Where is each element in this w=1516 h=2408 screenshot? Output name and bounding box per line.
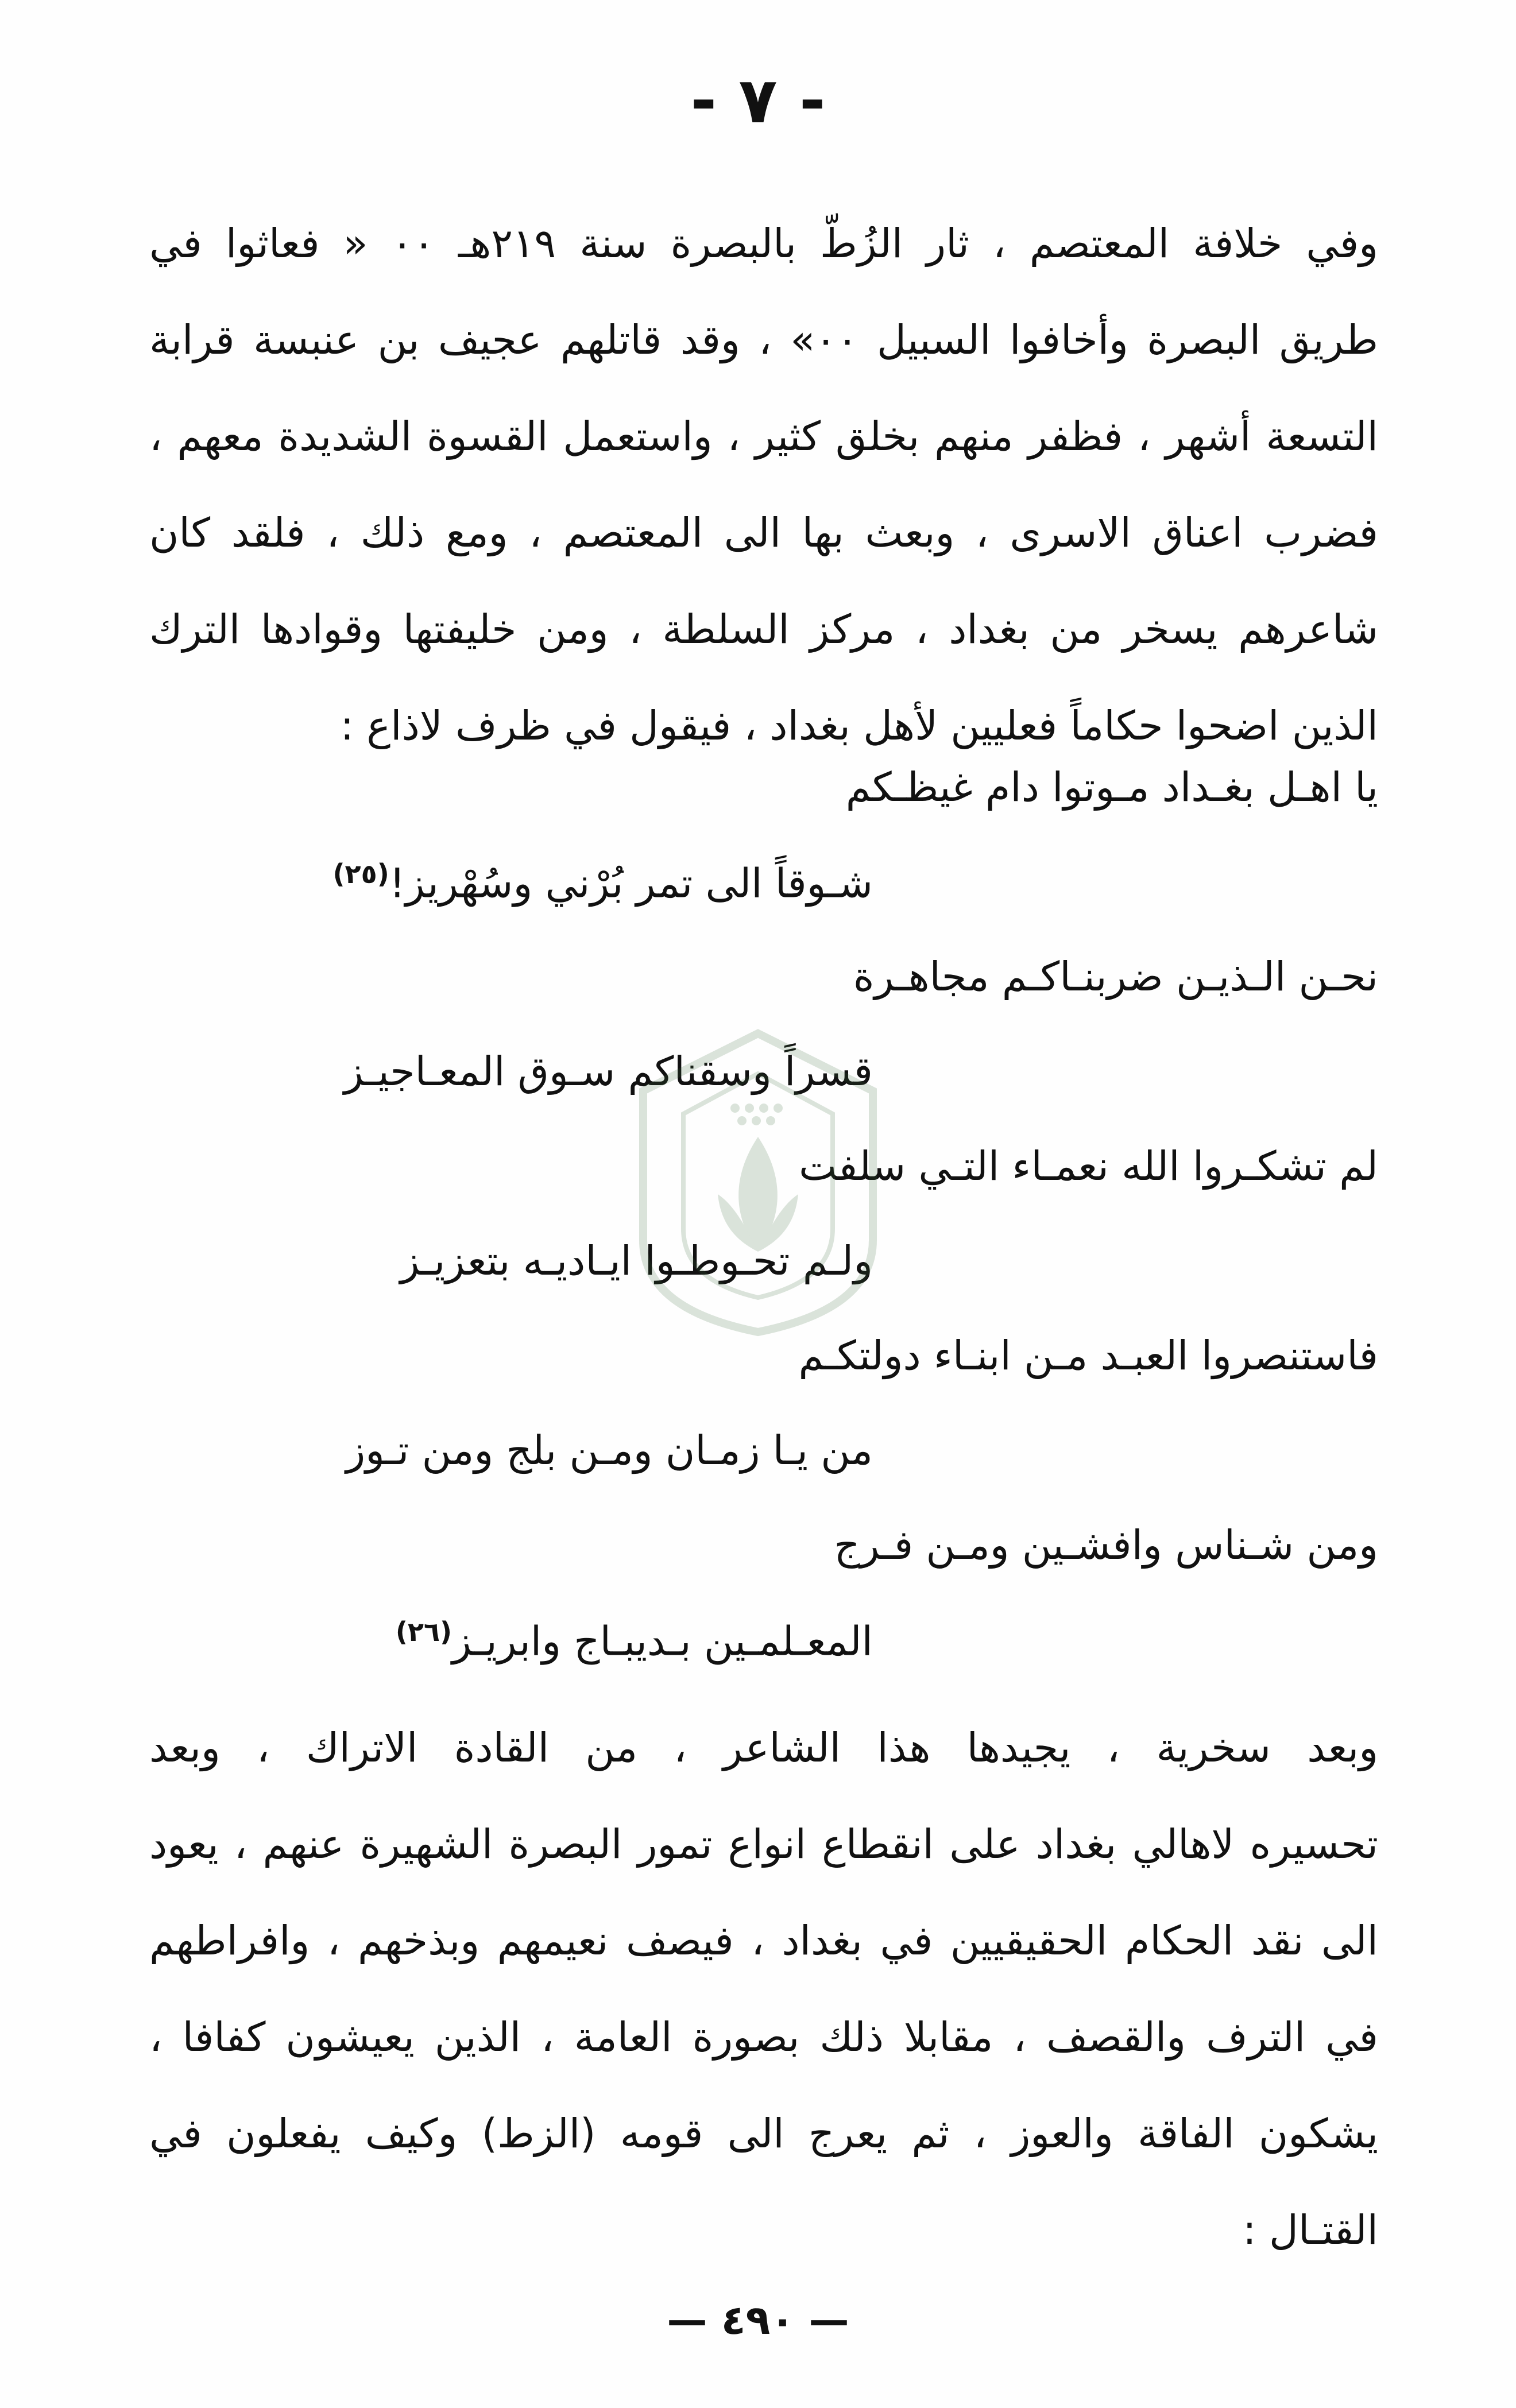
text-line: القتـال : <box>1243 2206 1378 2254</box>
hemistich-text: شـوقاً الى تمر بُرْني وسُهْريز! <box>389 860 873 907</box>
verse-first-hemistich: يا اهـل بغـداد مـوتوا دام غيظـكم <box>845 764 1378 811</box>
verse-second-hemistich: ولـم تحـوطـوا ايـاديـه بتعزيـز <box>400 1237 873 1284</box>
text-line: التسعة أشهر ، فظفر منهم بخلق كثير ، واستعمل القسوة الشديدة معهم ، <box>149 413 1378 460</box>
verse-second-hemistich: من يـا زمـان ومـن بلج ومن تـوز <box>346 1427 873 1474</box>
verse-first-hemistich: نحـن الـذيـن ضربنـاكـم مجاهـرة <box>853 953 1378 1000</box>
poem-verse <box>149 1616 1378 1711</box>
page-number-bottom: — ٤٩٠ — <box>667 2297 849 2344</box>
paragraph-intro <box>149 195 1378 774</box>
text-line: طريق البصرة وأخافوا السبيل ٠٠» ، وقد قاتلهم عجيف بن عنبسة قرابة <box>149 316 1379 363</box>
paragraph-commentary <box>149 1699 1378 2278</box>
hemistich-text: المعـلمـين بـديبـاج وابريـز <box>452 1617 873 1665</box>
verse-second-hemistich <box>373 1616 873 1664</box>
text-line: الى نقد الحكام الحقيقيين في بغداد ، فيصف نعيمهم وبذخهم ، وافراطهم <box>149 1917 1378 1964</box>
page-number-top: - ٧ - <box>690 64 826 137</box>
watermark-emblem-icon <box>620 1022 896 1344</box>
verse-second-hemistich <box>310 858 873 907</box>
verse-first-hemistich: لم تشكـروا الله نعمـاء التـي سلفت <box>799 1143 1378 1190</box>
verse-first-hemistich: ومن شـناس وافشـين ومـن فـرج <box>834 1522 1378 1569</box>
poem-verse <box>149 764 1378 858</box>
text-line: فضرب اعناق الاسرى ، وبعث بها الى المعتصم ، ومع ذلك ، فلقد كان <box>149 509 1378 556</box>
poem-verse <box>149 1522 1378 1616</box>
text-line: شاعرهم يسخر من بغداد ، مركز السلطة ، ومن خليفتها وقوادها الترك <box>149 606 1378 653</box>
footnote-reference: (٢٥) <box>332 858 389 889</box>
text-line: يشكون الفاقة والعوز ، ثم يعرج الى قومه (الزط) وكيف يفعلون في <box>149 2110 1378 2157</box>
poem-verse <box>149 1332 1378 1427</box>
text-line: الذين اضحوا حكاماً فعليين لأهل بغداد ، فيقول في ظرف لاذاع : <box>340 702 1378 749</box>
verse-second-hemistich: قسراً وسقناكم سـوق المعـاجيـز <box>344 1048 873 1095</box>
text-line: وبعد سخرية ، يجيدها هذا الشاعر ، من القادة الاتراك ، وبعد <box>149 1724 1378 1771</box>
footnote-reference: (٢٦) <box>395 1616 453 1647</box>
text-line: في الترف والقصف ، مقابلا ذلك بصورة العامة ، الذين يعيشون كفافا ، <box>149 2014 1378 2061</box>
verse-first-hemistich: فاستنصروا العبـد مـن ابنـاء دولتكـم <box>798 1332 1378 1379</box>
text-line: وفي خلافة المعتصم ، ثار الزُطّ بالبصرة سنة ٢١٩هـ ٠٠ « فعاثوا في <box>149 220 1378 267</box>
text-line: تحسيره لاهالي بغداد على انقطاع انواع تمور البصرة الشهيرة عنهم ، يعود <box>149 1821 1378 1868</box>
poem-verse <box>149 858 1378 953</box>
poem-verse <box>149 1427 1378 1522</box>
